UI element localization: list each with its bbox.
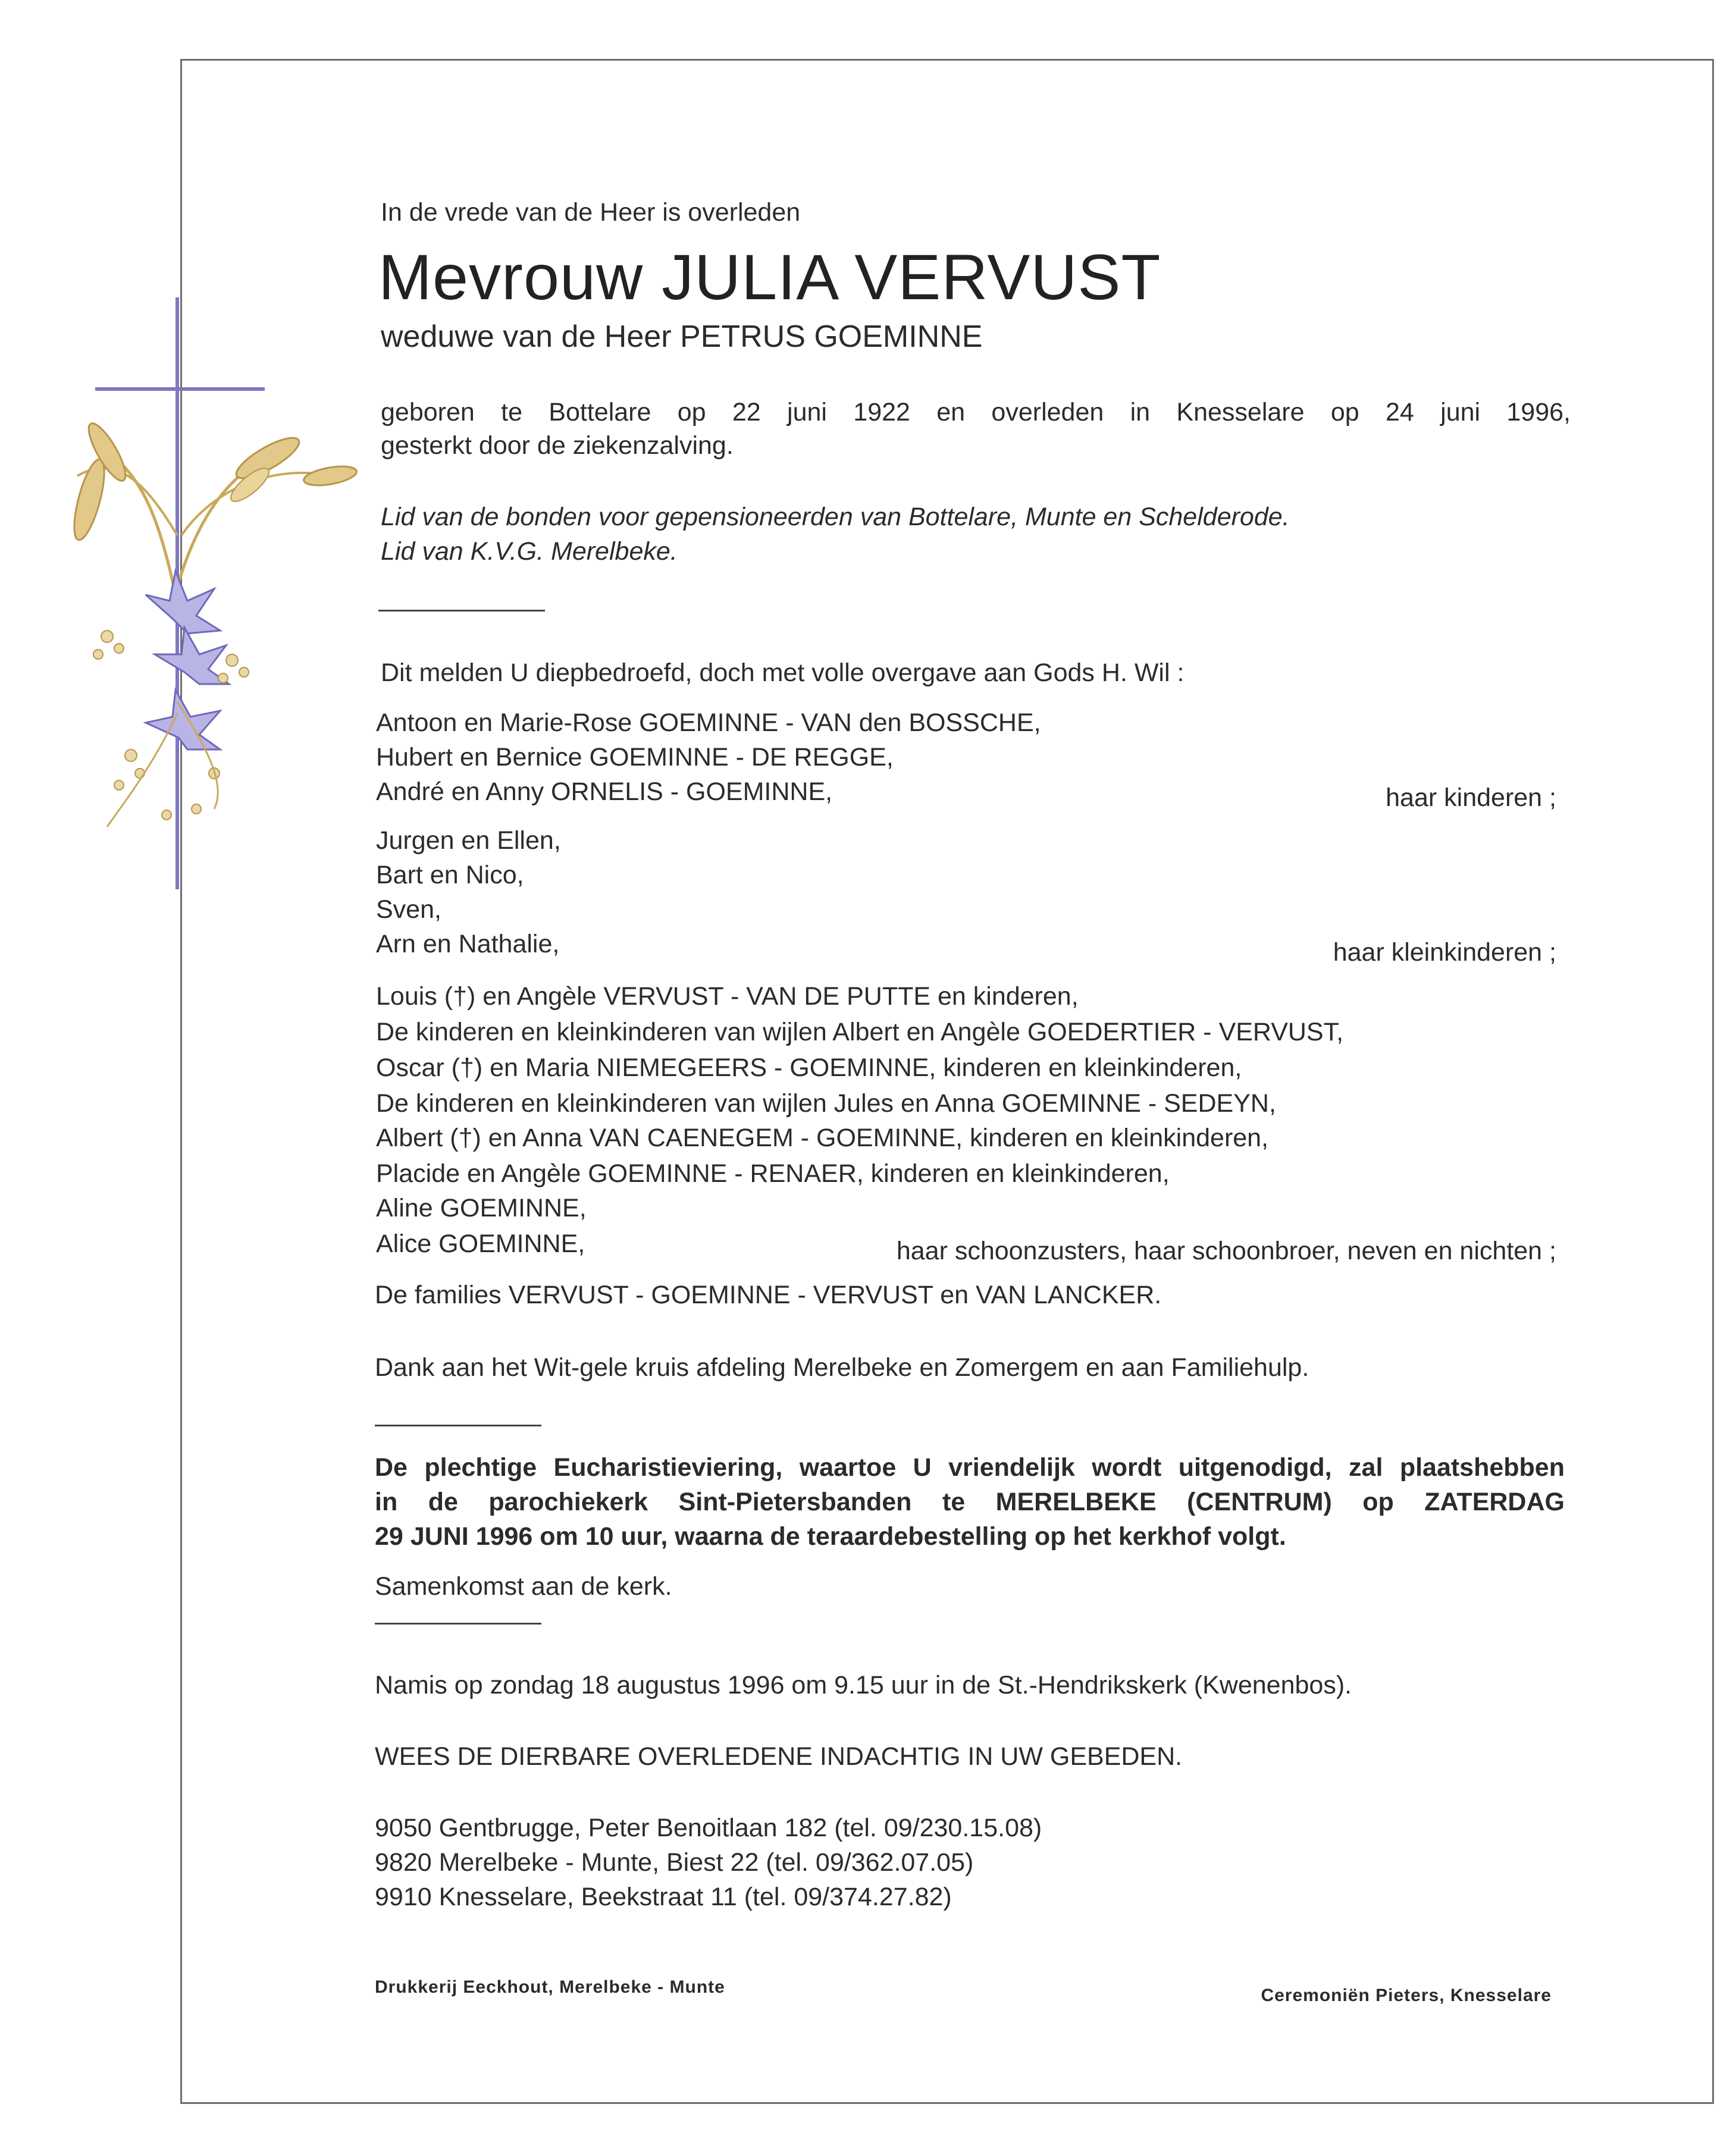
grandchild-line: Jurgen en Ellen, xyxy=(376,826,561,855)
relative-line: De kinderen en kleinkinderen van wijlen Albert en Angèle GOEDERTIER - VERVUST, xyxy=(376,1018,1344,1046)
divider xyxy=(375,1623,541,1625)
service-line-3: 29 JUNI 1996 om 10 uur, waarna de teraardebestelling op het kerkhof volgt. xyxy=(375,1522,1286,1551)
relative-line: Albert (†) en Anna VAN CAENEGEM - GOEMINNE, kinderen en kleinkinderen, xyxy=(376,1124,1269,1152)
remember-line: WEES DE DIERBARE OVERLEDENE INDACHTIG IN UW GEBEDEN. xyxy=(375,1742,1183,1771)
child-line: André en Anny ORNELIS - GOEMINNE, xyxy=(376,777,833,806)
relative-line: Louis (†) en Angèle VERVUST - VAN DE PUTTE en kinderen, xyxy=(376,982,1079,1011)
address-line: 9050 Gentbrugge, Peter Benoitlaan 182 (tel. 09/230.15.08) xyxy=(375,1814,1042,1842)
deceased-name: Mevrouw JULIA VERVUST xyxy=(378,241,1161,313)
later-mass-line: Namis op zondag 18 augustus 1996 om 9.15 uur in de St.-Hendrikskerk (Kwenenbos). xyxy=(375,1671,1352,1699)
divider xyxy=(375,1425,541,1426)
funeral-home-credit: Ceremoniën Pieters, Knesselare xyxy=(1261,1986,1552,2005)
grandchild-line: Bart en Nico, xyxy=(376,861,524,889)
thanks-line: Dank aan het Wit-gele kruis afdeling Merelbeke en Zomergem en aan Familiehulp. xyxy=(375,1353,1309,1382)
intro-line: In de vrede van de Heer is overleden xyxy=(381,198,801,227)
cross-with-flowers-icon xyxy=(0,0,381,904)
relative-line: Oscar (†) en Maria NIEMEGEERS - GOEMINNE, kinderen en kleinkinderen, xyxy=(376,1053,1242,1082)
child-line: Antoon en Marie-Rose GOEMINNE - VAN den BOSSCHE, xyxy=(376,708,1041,737)
children-label: haar kinderen ; xyxy=(1386,783,1556,812)
grandchild-line: Sven, xyxy=(376,895,441,924)
divider xyxy=(378,610,545,611)
widow-line: weduwe van de Heer PETRUS GOEMINNE xyxy=(381,319,983,354)
relative-line: Aline GOEMINNE, xyxy=(376,1194,587,1222)
announcement-line: Dit melden U diepbedroefd, doch met volle overgave aan Gods H. Wil : xyxy=(381,658,1185,687)
service-line-2: in de parochiekerk Sint-Pietersbanden te MERELBEKE (CENTRUM) op ZATERDAG xyxy=(375,1488,1565,1516)
printer-credit: Drukkerij Eeckhout, Merelbeke - Munte xyxy=(375,1977,725,1997)
child-line: Hubert en Bernice GOEMINNE - DE REGGE, xyxy=(376,743,894,772)
families-line: De families VERVUST - GOEMINNE - VERVUST en VAN LANCKER. xyxy=(375,1281,1162,1309)
membership-line-2: Lid van K.V.G. Merelbeke. xyxy=(381,537,678,566)
relative-line: De kinderen en kleinkinderen van wijlen Jules en Anna GOEMINNE - SEDEYN, xyxy=(376,1089,1276,1118)
birth-death-line: geboren te Bottelare op 22 juni 1922 en overleden in Knesselare op 24 juni 1996, xyxy=(381,398,1571,427)
relative-line: Alice GOEMINNE, xyxy=(376,1230,585,1258)
relative-line: Placide en Angèle GOEMINNE - RENAER, kinderen en kleinkinderen, xyxy=(376,1159,1170,1188)
grandchild-line: Arn en Nathalie, xyxy=(376,930,560,958)
relatives-label: haar schoonzusters, haar schoonbroer, neven en nichten ; xyxy=(896,1237,1556,1265)
sacrament-line: gesterkt door de ziekenzalving. xyxy=(381,431,734,460)
service-line-1: De plechtige Eucharistieviering, waartoe U vriendelijk wordt uitgenodigd, zal plaatshebben xyxy=(375,1453,1565,1482)
address-line: 9910 Knesselare, Beekstraat 11 (tel. 09/374.27.82) xyxy=(375,1883,952,1911)
membership-line-1: Lid van de bonden voor gepensioneerden van Bottelare, Munte en Schelderode. xyxy=(381,503,1290,531)
gathering-line: Samenkomst aan de kerk. xyxy=(375,1572,672,1601)
grandchildren-label: haar kleinkinderen ; xyxy=(1333,938,1556,967)
address-line: 9820 Merelbeke - Munte, Biest 22 (tel. 09/362.07.05) xyxy=(375,1848,974,1877)
